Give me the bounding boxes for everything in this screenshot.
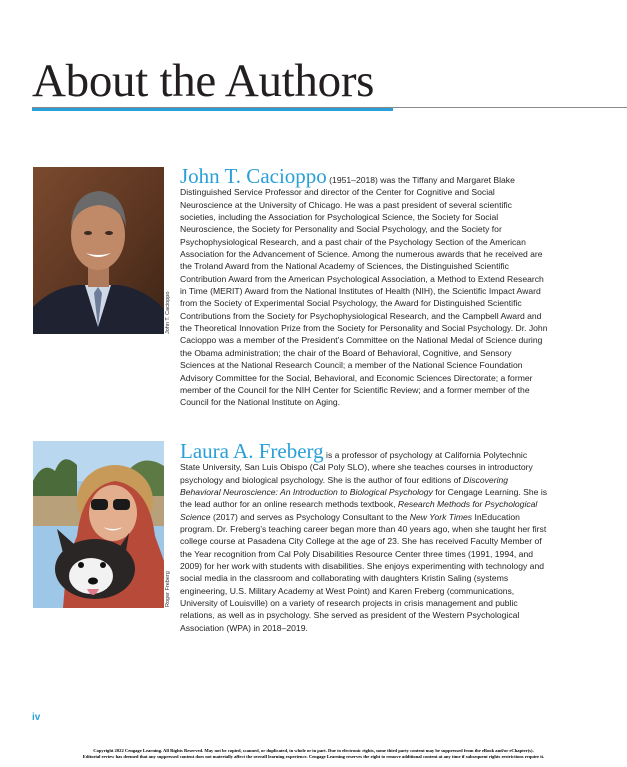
photo-credit-freberg: Roger Freberg [165,571,171,607]
book-title-neuroscience: Discovering Behavioral Neuroscience: An Introduction to Biological Psychology [180,474,509,498]
publication-nyt: New York Times [409,511,473,522]
author-bio-cacioppo: John T. Cacioppo (1951–2018) was the Tiffany and Margaret Blake Distinguished Service Professor and director of the Center for Cognitive and Social Neuroscience at the University of Chicago. He was a past president of several scientific societies, including the Association for Psychological Science, the Society for Social Neuroscience, the Society for Personality and Social Psychology, and the Society for Psychophysiological Research, and a past chair of the Psychology Section of the American Association for the Advancement of Science. Among the numerous awards that he received are the Troland Award from the National Academy of Sciences, the Distinguished Scientific Contribution Award from the American Psychological Association, a Method to Extend Research in Time (MERIT) Award from the National Institutes of Health (NIH), the Scientific Impact Award from the Society of Experimental Social Psychology, the Award for Distinguished Scientific Contributions from the Society for Psychophysiological Research, and the Campbell Award and the Theoretical Innovation Prize from the Society for Personality and Social Psychology. Dr. John Cacioppo was a member of the President’s Committee on the National Medal of Science during the Obama administration; the chair of the Board of Behavioral, Cognitive, and Sensory Sciences at the National Research Council; a member of the National Science Foundation Advisory Committee for the Social, Behavioral, and Economic Sciences Directorate; a former member of the Council for the NIH Center for Scientific Review; and a former member of the Council for the National Institute on Aging. [180,164,548,408]
copyright-line-1: Copyright 2022 Cengage Learning. All Rights Reserved. May not be copied, scanned, or duplicated, in whole or in part. Due to electronic rights, some third party content may be suppressed from the eBook and/or eChapter(s). [93,748,534,753]
author-photo-freberg [33,441,164,608]
page-title: About the Authors [32,55,375,107]
author-bio-freberg: Laura A. Freberg is a professor of psychology at California Polytechnic State University, San Luis Obispo (Cal Poly SLO), where she teaches courses in introductory psychology and biological psychology. She is the author of four editions of Discovering Behavioral Neuroscience: An Introduction to Biological Psychology for Cengage Learning. She is the lead author for an online research methods textbook, Research Methods for Psychological Science (2017) and serves as Psychology Consultant to the New York Times InEducation program. Dr. Freberg’s teaching career began more than 40 years ago, when she taught her first college course at Pasadena City College at the age of 23. She has received Faculty Member of the Year recognition from Cal Poly Disabilities Resource Center three times (1991, 1994, and 2009) for her work with students with disabilities. She enjoys experimenting with technology and social media in the classroom and collaborating with daughters Kristin Saling (systems engineering, U.S. Military Academy at West Point) and Karen Freberg (communications, University of Louisville) on a variety of research projects in crisis management and public relations, as well as in psychology. She served as president of the Western Psychological Association (WPA) in 2018–2019. [180,439,548,633]
author-name-cacioppo: John T. Cacioppo [180,164,327,188]
book-title-research-methods: Research Methods for Psychological Science [180,499,538,522]
photo-credit-cacioppo: John T. Cacioppo [165,291,171,334]
page-number: iv [32,712,41,723]
author-photo-cacioppo [33,167,164,334]
copyright-notice [0,748,627,760]
copyright-line-2: Editorial review has deemed that any suppressed content does not materially affect the overall learning experience. Cengage Learning reserves the right to remove additional content at any time if subsequent rights restrictions require it. [82,754,545,760]
title-accent-bar [32,108,393,111]
author-name-freberg: Laura A. Freberg [180,439,324,463]
